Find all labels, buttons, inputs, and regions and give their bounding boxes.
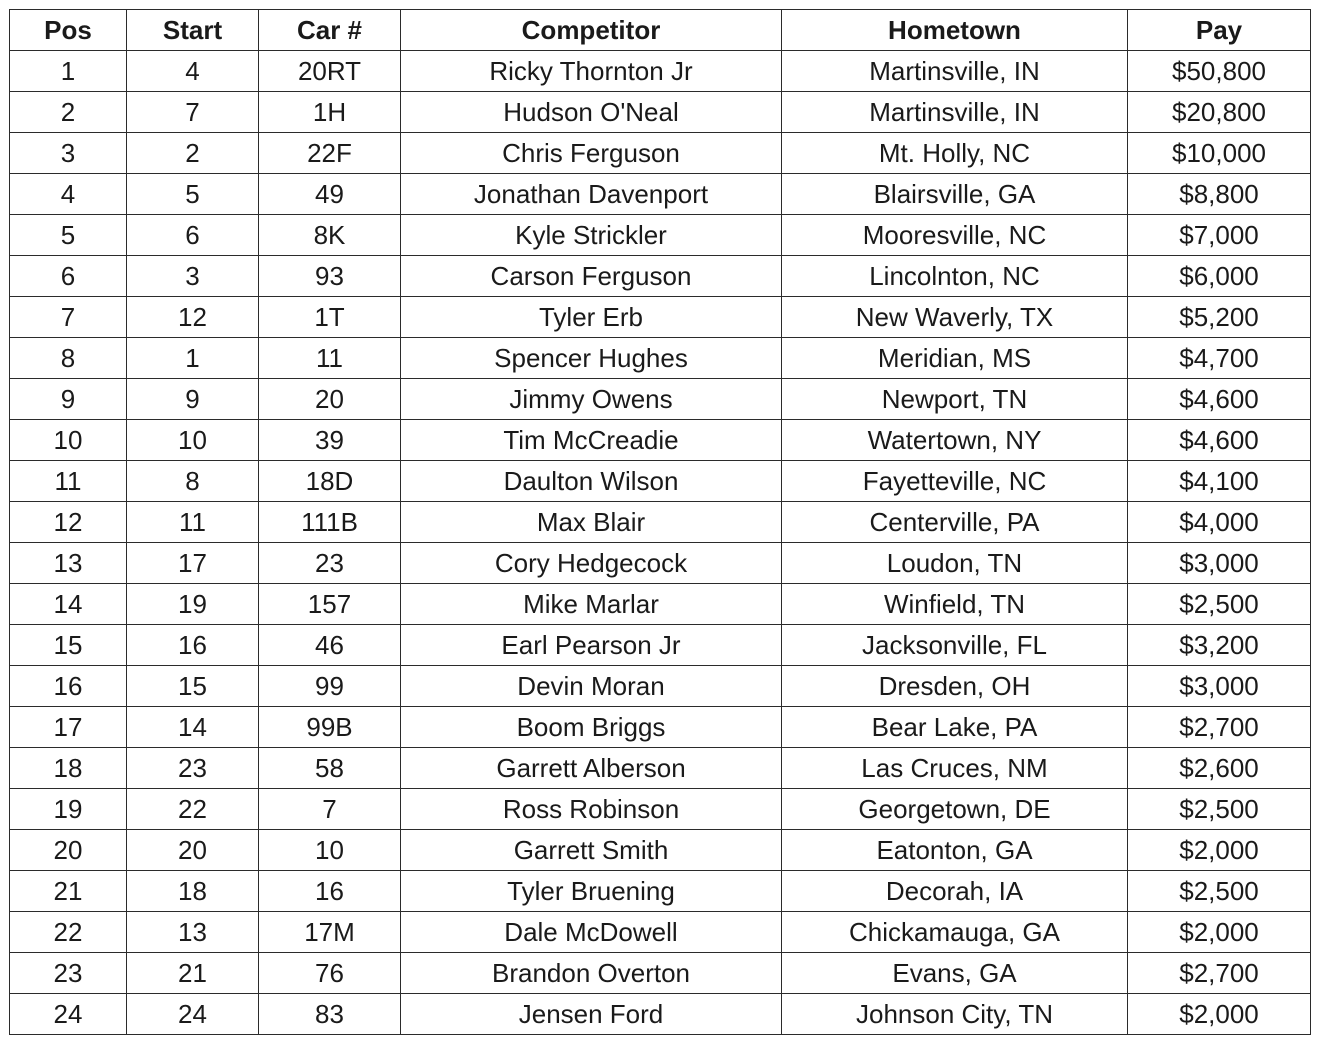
cell-competitor: Devin Moran [401, 666, 782, 707]
cell-hometown: Evans, GA [782, 953, 1128, 994]
cell-competitor: Earl Pearson Jr [401, 625, 782, 666]
cell-start: 7 [127, 92, 259, 133]
cell-hometown: Dresden, OH [782, 666, 1128, 707]
cell-start: 13 [127, 912, 259, 953]
cell-competitor: Ross Robinson [401, 789, 782, 830]
cell-hometown: Loudon, TN [782, 543, 1128, 584]
cell-hometown: Johnson City, TN [782, 994, 1128, 1035]
table-row [10, 953, 1311, 994]
cell-hometown: Winfield, TN [782, 584, 1128, 625]
cell-pay: $3,000 [1128, 543, 1311, 584]
cell-car-number: 17M [259, 912, 401, 953]
table-row [10, 584, 1311, 625]
column-header-car-number: Car # [259, 10, 401, 51]
cell-competitor: Tyler Bruening [401, 871, 782, 912]
table-row [10, 256, 1311, 297]
cell-car-number: 7 [259, 789, 401, 830]
cell-car-number: 157 [259, 584, 401, 625]
cell-hometown: Decorah, IA [782, 871, 1128, 912]
cell-competitor: Mike Marlar [401, 584, 782, 625]
cell-competitor: Garrett Alberson [401, 748, 782, 789]
cell-pay: $8,800 [1128, 174, 1311, 215]
cell-car-number: 20RT [259, 51, 401, 92]
cell-hometown: New Waverly, TX [782, 297, 1128, 338]
cell-start: 19 [127, 584, 259, 625]
cell-pos: 5 [10, 215, 127, 256]
cell-start: 2 [127, 133, 259, 174]
table-row [10, 461, 1311, 502]
cell-pay: $50,800 [1128, 51, 1311, 92]
cell-start: 6 [127, 215, 259, 256]
cell-hometown: Las Cruces, NM [782, 748, 1128, 789]
cell-hometown: Fayetteville, NC [782, 461, 1128, 502]
table-header [10, 10, 1311, 51]
table-row [10, 502, 1311, 543]
cell-pos: 17 [10, 707, 127, 748]
table-row [10, 420, 1311, 461]
table-row [10, 748, 1311, 789]
cell-pay: $5,200 [1128, 297, 1311, 338]
cell-competitor: Tim McCreadie [401, 420, 782, 461]
column-header-pay: Pay [1128, 10, 1311, 51]
cell-pay: $3,000 [1128, 666, 1311, 707]
cell-start: 12 [127, 297, 259, 338]
cell-start: 18 [127, 871, 259, 912]
table-row [10, 994, 1311, 1035]
table-row [10, 830, 1311, 871]
cell-pos: 19 [10, 789, 127, 830]
table-row [10, 338, 1311, 379]
cell-car-number: 83 [259, 994, 401, 1035]
cell-start: 11 [127, 502, 259, 543]
header-row [10, 10, 1311, 51]
cell-car-number: 23 [259, 543, 401, 584]
cell-car-number: 39 [259, 420, 401, 461]
cell-car-number: 58 [259, 748, 401, 789]
cell-competitor: Tyler Erb [401, 297, 782, 338]
cell-car-number: 11 [259, 338, 401, 379]
cell-hometown: Lincolnton, NC [782, 256, 1128, 297]
cell-pos: 6 [10, 256, 127, 297]
cell-start: 10 [127, 420, 259, 461]
cell-car-number: 18D [259, 461, 401, 502]
results-table [9, 9, 1311, 1035]
cell-start: 24 [127, 994, 259, 1035]
cell-pay: $2,600 [1128, 748, 1311, 789]
cell-hometown: Centerville, PA [782, 502, 1128, 543]
cell-pay: $2,700 [1128, 707, 1311, 748]
cell-pay: $10,000 [1128, 133, 1311, 174]
cell-car-number: 8K [259, 215, 401, 256]
cell-pos: 22 [10, 912, 127, 953]
cell-start: 4 [127, 51, 259, 92]
table-row [10, 297, 1311, 338]
cell-competitor: Carson Ferguson [401, 256, 782, 297]
table-row [10, 707, 1311, 748]
cell-pay: $4,600 [1128, 420, 1311, 461]
cell-competitor: Kyle Strickler [401, 215, 782, 256]
table-row [10, 912, 1311, 953]
cell-pos: 13 [10, 543, 127, 584]
cell-pos: 15 [10, 625, 127, 666]
cell-hometown: Newport, TN [782, 379, 1128, 420]
cell-car-number: 10 [259, 830, 401, 871]
cell-car-number: 49 [259, 174, 401, 215]
cell-pos: 10 [10, 420, 127, 461]
cell-pos: 9 [10, 379, 127, 420]
cell-car-number: 76 [259, 953, 401, 994]
table-row [10, 92, 1311, 133]
cell-pay: $2,000 [1128, 994, 1311, 1035]
cell-car-number: 93 [259, 256, 401, 297]
cell-start: 20 [127, 830, 259, 871]
cell-pay: $6,000 [1128, 256, 1311, 297]
table-row [10, 871, 1311, 912]
cell-hometown: Martinsville, IN [782, 51, 1128, 92]
cell-pay: $2,500 [1128, 789, 1311, 830]
cell-car-number: 111B [259, 502, 401, 543]
table-row [10, 625, 1311, 666]
cell-start: 21 [127, 953, 259, 994]
table-row [10, 174, 1311, 215]
cell-competitor: Chris Ferguson [401, 133, 782, 174]
cell-competitor: Hudson O'Neal [401, 92, 782, 133]
cell-pay: $2,000 [1128, 830, 1311, 871]
cell-start: 15 [127, 666, 259, 707]
cell-car-number: 99 [259, 666, 401, 707]
cell-pos: 1 [10, 51, 127, 92]
cell-competitor: Ricky Thornton Jr [401, 51, 782, 92]
table-row [10, 666, 1311, 707]
cell-hometown: Blairsville, GA [782, 174, 1128, 215]
column-header-pos: Pos [10, 10, 127, 51]
cell-hometown: Meridian, MS [782, 338, 1128, 379]
cell-car-number: 16 [259, 871, 401, 912]
cell-competitor: Spencer Hughes [401, 338, 782, 379]
cell-competitor: Boom Briggs [401, 707, 782, 748]
cell-hometown: Mooresville, NC [782, 215, 1128, 256]
cell-competitor: Daulton Wilson [401, 461, 782, 502]
cell-competitor: Jensen Ford [401, 994, 782, 1035]
cell-start: 3 [127, 256, 259, 297]
cell-hometown: Bear Lake, PA [782, 707, 1128, 748]
cell-pos: 16 [10, 666, 127, 707]
cell-hometown: Georgetown, DE [782, 789, 1128, 830]
cell-competitor: Jonathan Davenport [401, 174, 782, 215]
cell-competitor: Max Blair [401, 502, 782, 543]
cell-pay: $2,500 [1128, 871, 1311, 912]
cell-car-number: 20 [259, 379, 401, 420]
cell-pay: $4,100 [1128, 461, 1311, 502]
column-header-start: Start [127, 10, 259, 51]
cell-pos: 11 [10, 461, 127, 502]
table-row [10, 133, 1311, 174]
cell-pay: $7,000 [1128, 215, 1311, 256]
cell-pos: 4 [10, 174, 127, 215]
cell-start: 8 [127, 461, 259, 502]
cell-car-number: 99B [259, 707, 401, 748]
cell-car-number: 1T [259, 297, 401, 338]
cell-pos: 23 [10, 953, 127, 994]
cell-pay: $3,200 [1128, 625, 1311, 666]
cell-car-number: 22F [259, 133, 401, 174]
cell-pay: $20,800 [1128, 92, 1311, 133]
column-header-hometown: Hometown [782, 10, 1128, 51]
cell-pos: 21 [10, 871, 127, 912]
cell-start: 14 [127, 707, 259, 748]
cell-pay: $4,700 [1128, 338, 1311, 379]
cell-competitor: Dale McDowell [401, 912, 782, 953]
cell-hometown: Watertown, NY [782, 420, 1128, 461]
cell-pay: $2,500 [1128, 584, 1311, 625]
cell-pay: $2,700 [1128, 953, 1311, 994]
cell-car-number: 46 [259, 625, 401, 666]
cell-pos: 3 [10, 133, 127, 174]
cell-pay: $4,000 [1128, 502, 1311, 543]
cell-pos: 7 [10, 297, 127, 338]
table-body [10, 51, 1311, 1035]
cell-pos: 14 [10, 584, 127, 625]
cell-pos: 24 [10, 994, 127, 1035]
column-header-competitor: Competitor [401, 10, 782, 51]
cell-pos: 20 [10, 830, 127, 871]
table-row [10, 379, 1311, 420]
table-row [10, 51, 1311, 92]
cell-hometown: Jacksonville, FL [782, 625, 1128, 666]
cell-start: 23 [127, 748, 259, 789]
cell-start: 16 [127, 625, 259, 666]
cell-pos: 8 [10, 338, 127, 379]
cell-pos: 2 [10, 92, 127, 133]
cell-hometown: Chickamauga, GA [782, 912, 1128, 953]
cell-car-number: 1H [259, 92, 401, 133]
cell-start: 1 [127, 338, 259, 379]
cell-start: 5 [127, 174, 259, 215]
cell-pay: $2,000 [1128, 912, 1311, 953]
cell-pay: $4,600 [1128, 379, 1311, 420]
cell-hometown: Eatonton, GA [782, 830, 1128, 871]
table-row [10, 789, 1311, 830]
cell-start: 9 [127, 379, 259, 420]
cell-competitor: Brandon Overton [401, 953, 782, 994]
cell-hometown: Martinsville, IN [782, 92, 1128, 133]
table-row [10, 215, 1311, 256]
table-row [10, 543, 1311, 584]
cell-start: 17 [127, 543, 259, 584]
cell-pos: 12 [10, 502, 127, 543]
cell-hometown: Mt. Holly, NC [782, 133, 1128, 174]
cell-competitor: Jimmy Owens [401, 379, 782, 420]
cell-competitor: Garrett Smith [401, 830, 782, 871]
cell-competitor: Cory Hedgecock [401, 543, 782, 584]
cell-pos: 18 [10, 748, 127, 789]
cell-start: 22 [127, 789, 259, 830]
